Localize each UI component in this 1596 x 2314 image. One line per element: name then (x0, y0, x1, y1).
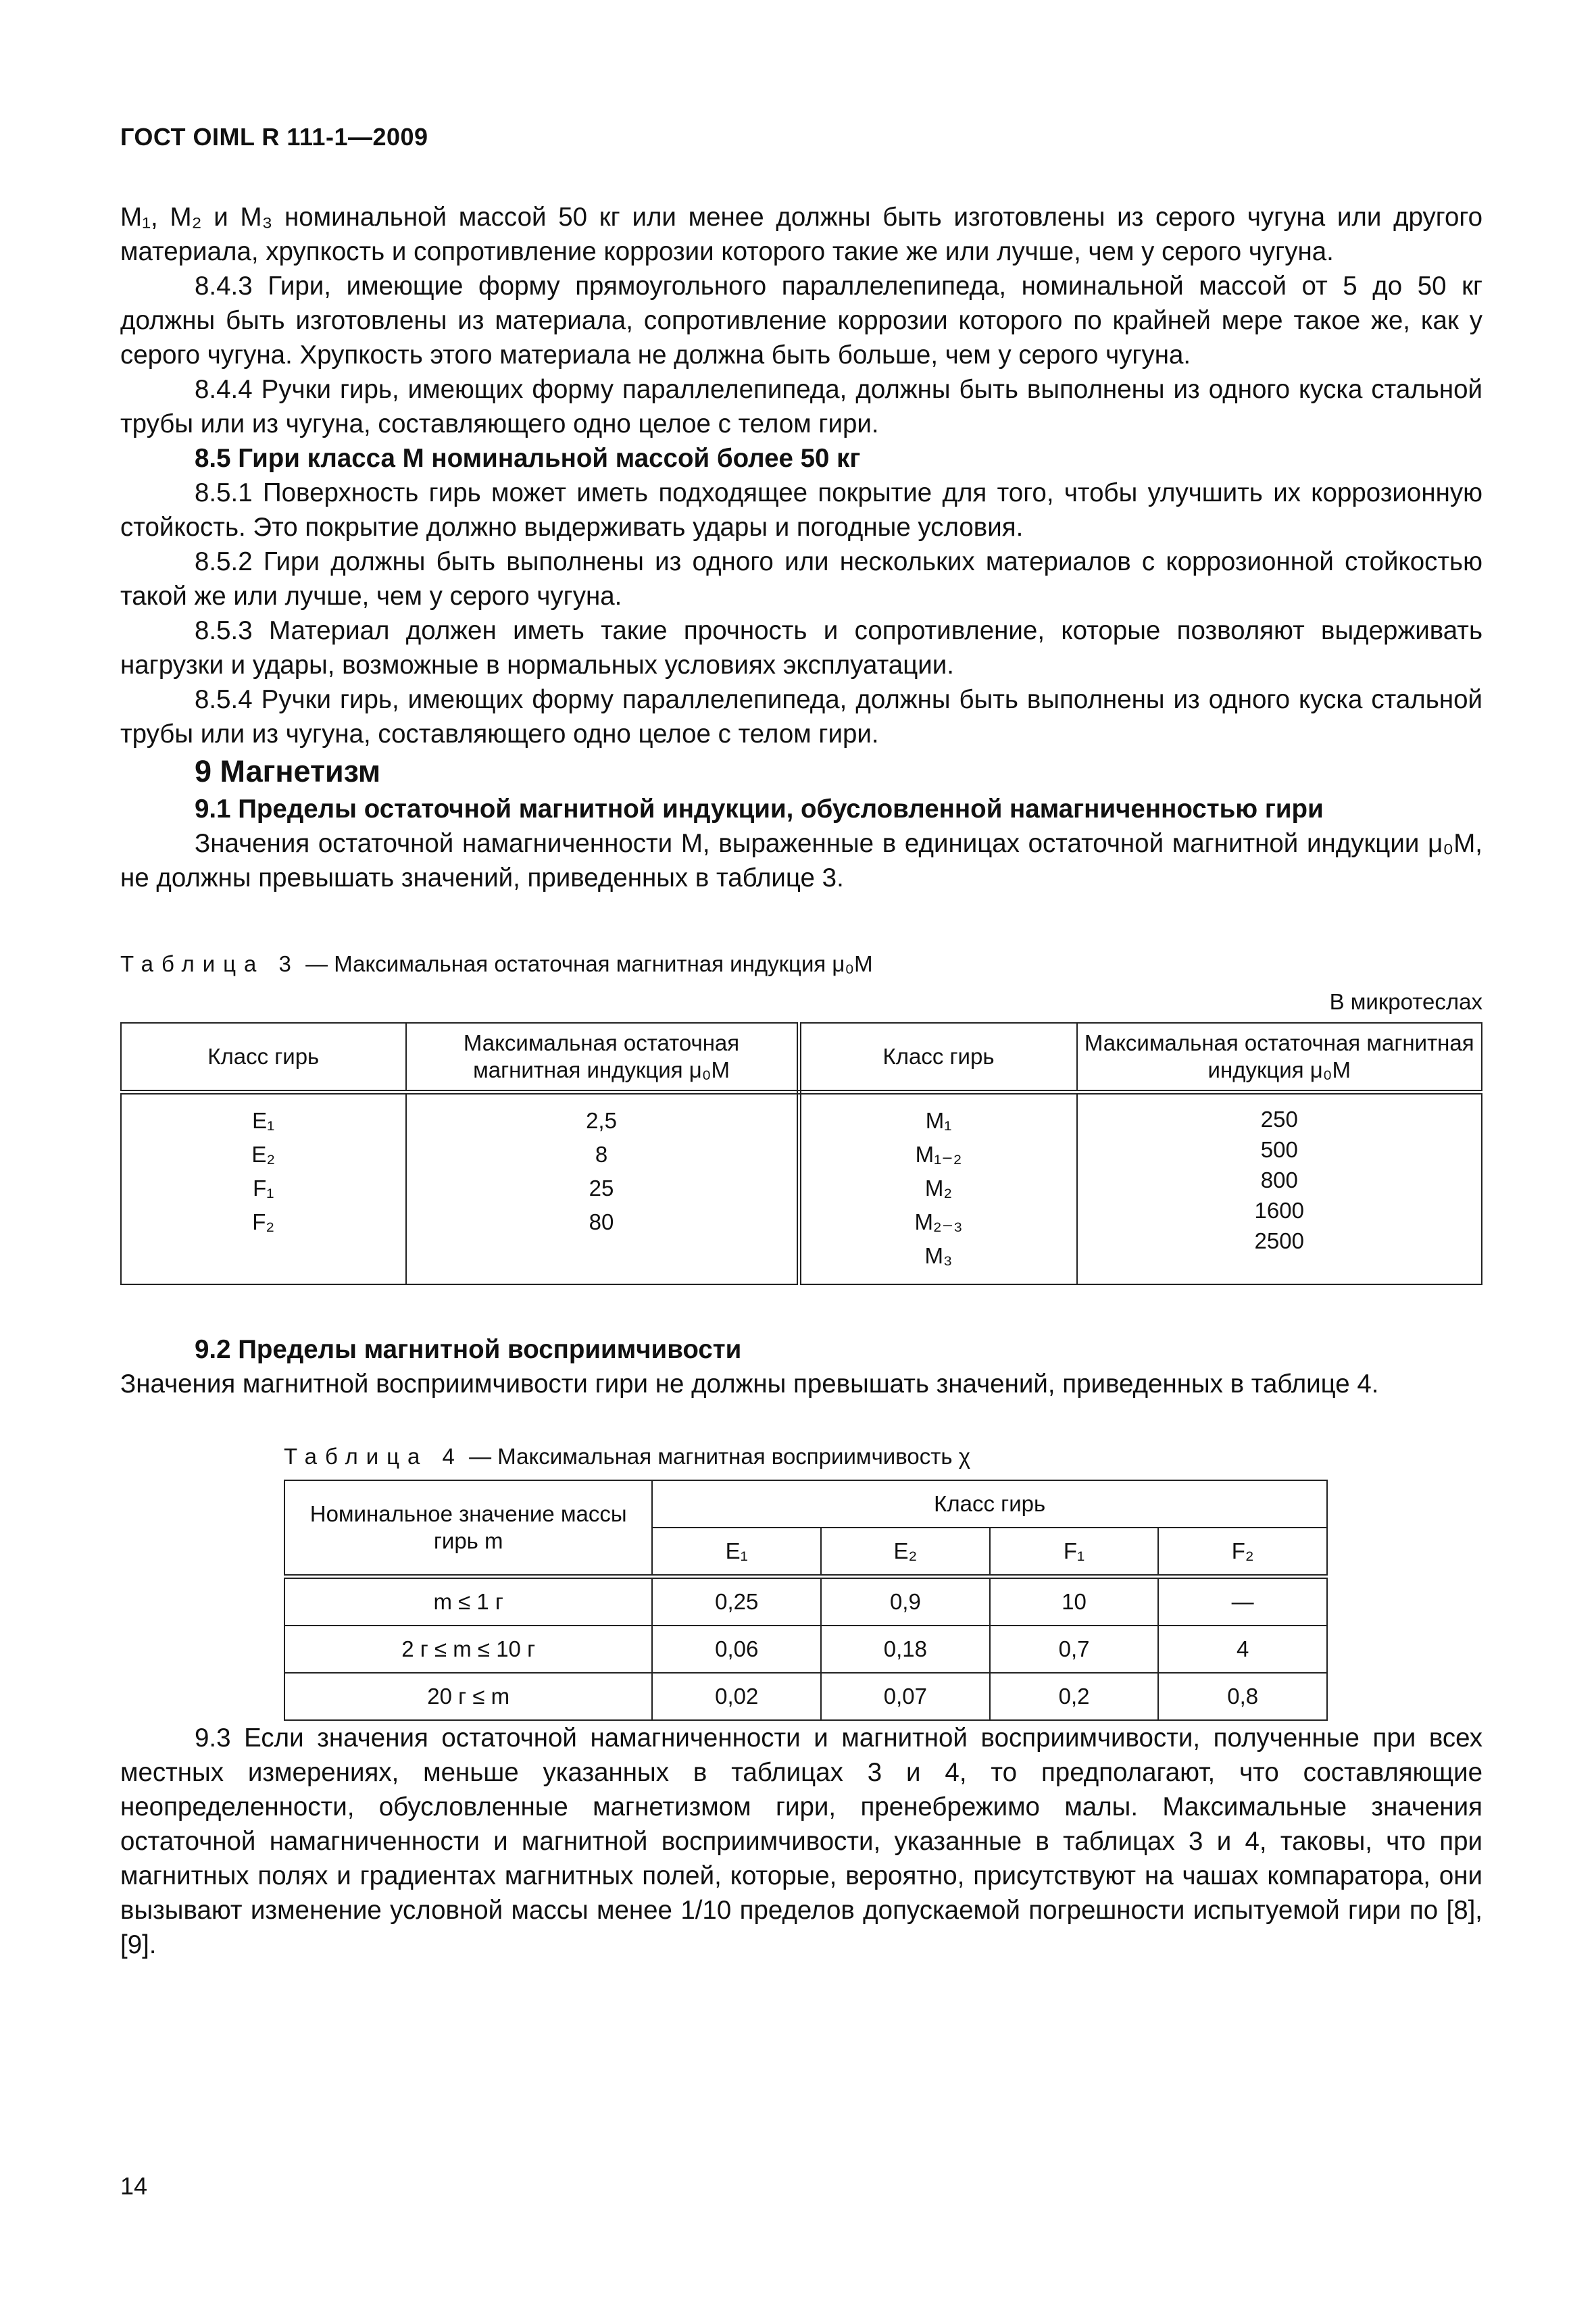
table4-header-e1: E₁ (652, 1528, 821, 1577)
table4-caption-label: Таблица 4 (284, 1444, 463, 1469)
paragraph-9-3: 9.3 Если значения остаточной намагниченности и магнитной восприимчивости, полученные при всех местных измерениях, меньше указанных в таблицах 3 и 4, то предполагают, что составляющие неопределенности, обусловленные магнетизмом гири, пренебрежимо малы. Максимальные значения остаточной намагниченности и магнитной восприимчивости, указанные в таблицах 3 и 4, таковы, что при магнитных полях и градиентах магнитных полей, которые, вероятно, присутствуют на чашах компаратора, они вызывают изменение условной массы менее 1/10 пределов допускаемой погрешности испытуемой гири по [8], [9]. (120, 1724, 1482, 1959)
table-cell: m ≤ 1 г (284, 1577, 652, 1626)
table3-header-class-right: Класс гирь (799, 1023, 1077, 1092)
table-cell: 20 г ≤ m (284, 1673, 652, 1720)
heading-8-5: 8.5 Гири класса M номинальной массой более 50 кг (195, 444, 861, 473)
table3-left-classes (121, 1092, 406, 1285)
table-cell: 1600 (1254, 1198, 1304, 1223)
table-cell: 2500 (1254, 1228, 1304, 1253)
table-row (284, 1673, 1327, 1720)
table3-caption-label: Таблица 3 (120, 951, 299, 976)
table-row (284, 1626, 1327, 1673)
table-cell: 0,07 (821, 1673, 990, 1720)
table-cell: 4 (1158, 1626, 1327, 1673)
table-cell: M₁₋₂ (915, 1142, 962, 1167)
table3-header-induction-left: Максимальная остаточная магнитная индукция μ₀M (406, 1023, 799, 1092)
page-number: 14 (120, 2172, 148, 2200)
table-cell: 0,25 (652, 1577, 821, 1626)
table-cell: 0,8 (1158, 1673, 1327, 1720)
table4-header-class: Класс гирь (652, 1480, 1327, 1528)
table-row (284, 1577, 1327, 1626)
table-cell: 0,9 (821, 1577, 990, 1626)
table-cell: 0,7 (990, 1626, 1159, 1673)
table-cell: F₁ (253, 1176, 274, 1201)
table4-caption (284, 1442, 1482, 1472)
table4-header-f2: F₂ (1158, 1528, 1327, 1577)
table-cell: 10 (990, 1577, 1159, 1626)
document-id-header: ГОСТ OIML R 111-1—2009 (120, 123, 428, 151)
paragraph-9-2: Значения магнитной восприимчивости гири не должны превышать значений, приведенных в таблице 4. (120, 1369, 1379, 1399)
table4-header-f1: F₁ (990, 1528, 1159, 1577)
table-3 (120, 1022, 1482, 1285)
table-cell: 80 (589, 1209, 614, 1234)
paragraph-8-5-1: 8.5.1 Поверхность гирь может иметь подходящее покрытие для того, чтобы улучшить их коррозионную стойкость. Это покрытие должно выдерживать удары и погодные условия. (120, 478, 1482, 542)
table-cell: 8 (595, 1142, 608, 1167)
table3-right-values (1077, 1092, 1482, 1285)
table-cell: 0,02 (652, 1673, 821, 1720)
table3-left-values (406, 1092, 799, 1285)
paragraph-8-5-2: 8.5.2 Гири должны быть выполнены из одного или нескольких материалов с коррозионной стойкостью такой же или лучше, чем у серого чугуна. (120, 547, 1482, 611)
table-4 (284, 1480, 1328, 1721)
table-cell: 0,06 (652, 1626, 821, 1673)
table-cell: 800 (1260, 1167, 1298, 1192)
page-content (120, 200, 1482, 1962)
table-cell: 25 (589, 1176, 614, 1201)
table-cell: 500 (1260, 1137, 1298, 1162)
paragraph-8-4-3: 8.4.3 Гири, имеющие форму прямоугольного параллелепипеда, номинальной массой от 5 до 50 кг должны быть изготовлены из материала, сопротивление коррозии которого по крайней мере такое же, как у серого чугуна. Хрупкость этого материала не должна быть больше, чем у серого чугуна. (120, 272, 1482, 370)
table-cell: F₂ (252, 1209, 275, 1234)
table3-header-induction-right: Максимальная остаточная магнитная индукция μ₀M (1077, 1023, 1482, 1092)
heading-9-1: 9.1 Пределы остаточной магнитной индукции, обусловленной намагниченностью гири (195, 795, 1324, 824)
table4-caption-text: — Максимальная магнитная восприимчивость χ (462, 1444, 971, 1469)
table-cell: M₁ (925, 1108, 952, 1133)
table-cell: M₂ (924, 1176, 953, 1201)
table-cell: 0,2 (990, 1673, 1159, 1720)
table-cell: M₂₋₃ (914, 1209, 963, 1234)
table-cell: E₂ (251, 1142, 276, 1167)
table4-header-e2: E₂ (821, 1528, 990, 1577)
paragraph-8-5-3: 8.5.3 Материал должен иметь такие прочность и сопротивление, которые позволяют выдерживать нагрузки и удары, возможные в нормальных условиях эксплуатации. (120, 616, 1482, 680)
table3-caption-text: — Максимальная остаточная магнитная индукция μ₀M (299, 951, 873, 976)
paragraph: M₁, M₂ и M₃ номинальной массой 50 кг или менее должны быть изготовлены из серого чугуна или другого материала, хрупкость и сопротивление коррозии которого такие же или лучше, чем у серого чугуна. (120, 203, 1482, 266)
heading-9-2: 9.2 Пределы магнитной восприимчивости (195, 1335, 742, 1364)
table4-header-nominal: Номинальное значение массы гирь m (284, 1480, 652, 1577)
table-cell: M₃ (924, 1243, 953, 1268)
table-cell: — (1158, 1577, 1327, 1626)
table3-units: В микротеслах (1329, 989, 1482, 1014)
paragraph-9-1: Значения остаточной намагниченности M, выраженные в единицах остаточной магнитной индукции μ₀M, не должны превышать значений, приведенных в таблице 3. (120, 829, 1482, 892)
table-cell: 2,5 (586, 1108, 617, 1133)
paragraph-8-4-4: 8.4.4 Ручки гирь, имеющих форму параллелепипеда, должны быть выполнены из одного куска стальной трубы или из чугуна, составляющего одно целое с телом гири. (120, 375, 1482, 438)
section-heading-9: 9 Магнетизм (195, 754, 381, 788)
paragraph-8-5-4: 8.5.4 Ручки гирь, имеющих форму параллелепипеда, должны быть выполнены из одного куска стальной трубы или из чугуна, составляющего одно целое с телом гири. (120, 685, 1482, 749)
table-cell: 0,18 (821, 1626, 990, 1673)
table3-caption (120, 949, 1482, 979)
table-cell: 250 (1260, 1107, 1298, 1132)
table3-right-classes (799, 1092, 1077, 1285)
table-cell: E₁ (252, 1108, 275, 1133)
table-cell: 2 г ≤ m ≤ 10 г (284, 1626, 652, 1673)
table3-header-class-left: Класс гирь (121, 1023, 406, 1092)
